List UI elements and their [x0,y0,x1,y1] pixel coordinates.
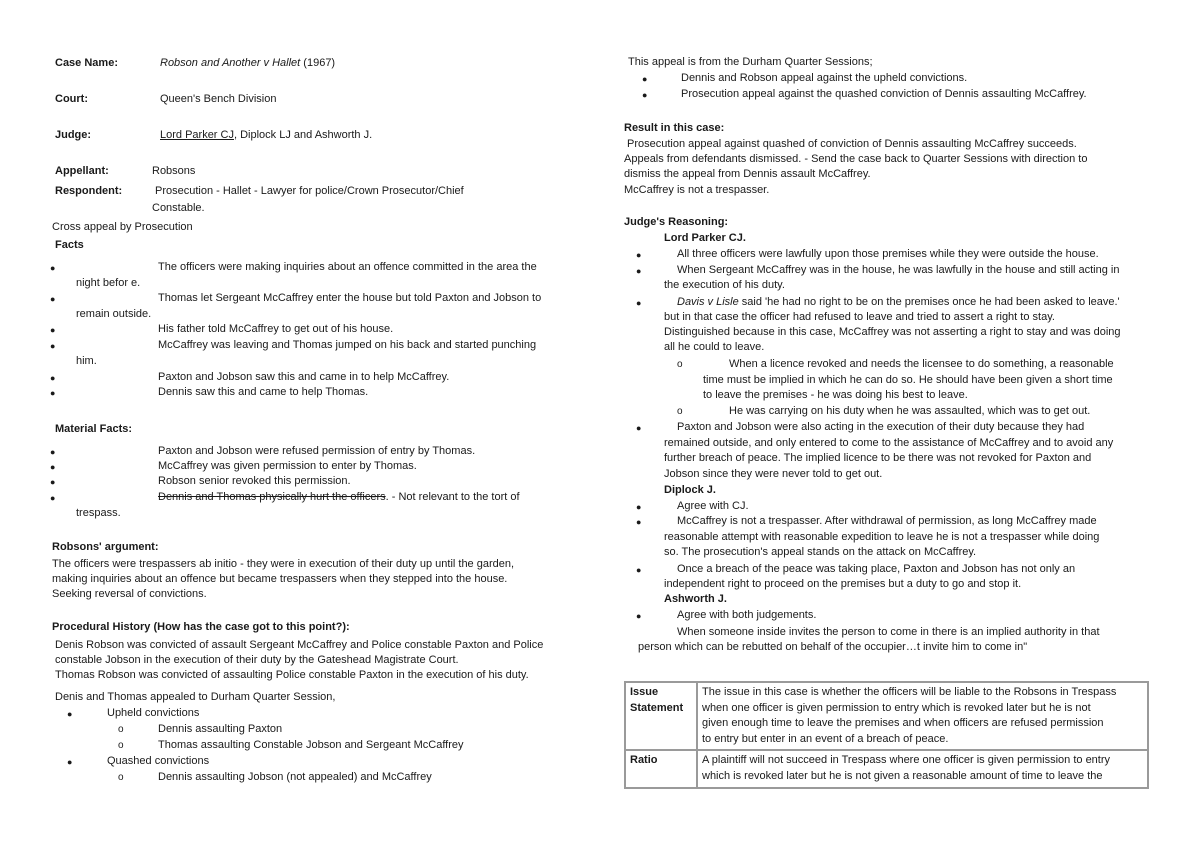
respondent-value-line1: Prosecution - Hallet - Lawyer for police/Crown Prosecutor/Chief [155,185,464,197]
material-fact-1: Paxton and Jobson were refused permission of entry by Thomas. [158,445,476,457]
parker-subpoint-1-line3: to leave the premises - he was doing his best to leave. [703,389,968,401]
fact-2-cont: remain outside. [76,308,152,320]
quashed-item-1: Dennis assaulting Jobson (not appealed) and McCaffrey [158,771,432,783]
bullet-icon: ● [636,611,642,621]
procedural-line-3: Thomas Robson was convicted of assaulting Police constable Paxton in the execution of his duty. [55,669,529,681]
parker-point-3 [677,295,1120,311]
reasoning-heading: Judge's Reasoning: [624,216,729,228]
bullet-icon: ● [636,502,642,512]
judge-label: Judge: [55,129,92,141]
appellant-value: Robsons [152,165,196,177]
parker-point-3-text: said 'he had no right to be on the premises once he had been asked to leave.' [738,296,1120,308]
ratio-line-1: A plaintiff will not succeed in Trespass where one officer is given permission to entry [702,754,1111,767]
bullet-icon: ● [636,298,642,308]
procedural-line-4: Denis and Thomas appealed to Durham Quarter Session, [55,691,336,703]
appellant-label: Appellant: [55,165,109,177]
parker-point-3-line4: all he could to leave. [664,341,765,353]
argument-heading: Robsons' argument: [52,541,159,553]
parker-point-1: All three officers were lawfully upon those premises while they were outside the house. [677,248,1099,260]
bullet-icon: ● [50,373,56,383]
bullet-icon: ● [50,294,56,304]
case-title: Robson and Another v Hallet [160,57,301,69]
bullet-icon: ● [50,325,56,335]
result-line-1: Prosecution appeal against quashed of conviction of Dennis assaulting McCaffrey succeeds. [627,138,1077,150]
diplock-point-3-line2: independent right to proceed on the premises but a duty to go and stop it. [664,578,1022,590]
table-row [625,682,1148,750]
facts-heading: Facts [55,239,84,251]
parker-point-4-line3: further breach of peace. The implied licence to be there was not revoked for Paxton and [664,452,1092,464]
fact-3: His father told McCaffrey to get out of his house. [158,323,394,335]
table-row [625,750,1148,787]
ratio-line-2: which is revoked later but he is not given a reasonable amount of time to leave the [702,769,1103,782]
circle-bullet-icon: o [677,359,683,370]
parker-subpoint-1-line2: time must be implied in which he can do so. He should have been given a short time [703,374,1113,386]
circle-bullet-icon: o [118,740,124,751]
circle-bullet-icon: o [677,406,683,417]
argument-line-3: Seeking reversal of convictions. [52,588,207,600]
cross-appeal-note: Cross appeal by Prosecution [52,221,193,233]
bullet-icon: ● [636,517,642,527]
appeal-item-1: Dennis and Robson appeal against the upheld convictions. [681,72,968,84]
ratio-label: Ratio [630,754,658,767]
material-fact-4 [158,490,520,506]
result-line-2: Appeals from defendants dismissed. - Send the case back to Quarter Sessions with direction to [624,153,1088,165]
parker-heading: Lord Parker CJ. [664,232,746,244]
bullet-icon: ● [50,493,56,503]
bullet-icon: ● [50,341,56,351]
result-heading: Result in this case: [624,122,725,134]
issue-label-1: Issue [630,686,659,698]
issue-line-2: when one officer is given permission to entry which is revoked later but he is not [702,701,1091,714]
issue-line-3: given enough time to leave the premises and when officers are refused permission [702,717,1104,730]
parker-point-4-line2: remained outside, and only entered to come to the assistance of McCaffrey and to avoid any [664,437,1114,449]
fact-6: Dennis saw this and came to help Thomas. [158,386,369,398]
material-fact-2: McCaffrey was given permission to enter by Thomas. [158,460,417,472]
bullet-icon: ● [636,266,642,276]
ratio-text-cell [697,750,1148,787]
parker-point-4: Paxton and Jobson were also acting in the execution of their duty because they had [677,421,1085,433]
diplock-point-2-line2: reasonable attempt with reasonable expedition to leave he is not a trespasser while doing [664,531,1100,543]
diplock-point-3: Once a breach of the peace was taking place, Paxton and Jobson has not only an [677,563,1076,575]
argument-line-1: The officers were trespassers ab initio - they were in execution of their duty up until the garden, [52,558,515,570]
case-name-value [160,56,335,72]
case-citation: Davis v Lisle [677,296,739,308]
case-year: (1967) [303,57,336,69]
material-fact-4-cont: trespass. [76,507,121,519]
appeal-intro: This appeal is from the Durham Quarter Sessions; [628,56,873,68]
bullet-icon: ● [642,90,648,100]
bullet-icon: ● [50,388,56,398]
circle-bullet-icon: o [118,724,124,735]
bullet-icon: ● [50,462,56,472]
fact-2: Thomas let Sergeant McCaffrey enter the house but told Paxton and Jobson to [158,292,542,304]
appeal-item-2: Prosecution appeal against the quashed conviction of Dennis assaulting McCaffrey. [681,88,1087,100]
material-fact-4-note: . - Not relevant to the tort of [385,491,520,503]
bullet-icon: ● [67,757,73,767]
issue-label-cell [625,682,697,750]
parker-subpoint-2: He was carrying on his duty when he was assaulted, which was to get out. [729,405,1091,417]
bullet-icon: ● [636,423,642,433]
parker-point-3-line2: but in that case the officer had refused to leave and tried to assert a right to stay. [664,311,1055,323]
procedural-heading: Procedural History (How has the case got to this point?): [52,621,350,633]
issue-line-1: The issue in this case is whether the officers will be liable to the Robsons in Trespass [702,686,1117,698]
diplock-point-2: McCaffrey is not a trespasser. After withdrawal of permission, as long McCaffrey made [677,515,1097,527]
issue-label-2: Statement [630,701,684,714]
bullet-icon: ● [50,477,56,487]
court-label: Court: [55,93,88,105]
issue-line-4: to entry but enter in an event of a breach of peace. [702,732,949,745]
bullet-icon: ● [50,447,56,457]
ratio-label-cell [625,750,697,787]
parker-point-2: When Sergeant McCaffrey was in the house, he was lawfully in the house and still acting in [677,264,1120,276]
parker-point-2-cont: the execution of his duty. [664,279,785,291]
diplock-point-1: Agree with CJ. [677,500,749,512]
parker-point-4-line4: Jobson since they were never told to get out. [664,468,883,480]
procedural-line-1: Denis Robson was convicted of assault Sergeant McCaffrey and Police constable Paxton and Police [55,639,544,651]
judge-link[interactable]: Lord Parker CJ [160,129,234,141]
respondent-value-line2: Constable. [152,202,205,214]
case-summary-table [624,681,1149,789]
fact-5: Paxton and Jobson saw this and came in to help McCaffrey. [158,371,450,383]
ashworth-point-1: Agree with both judgements. [677,609,817,621]
bullet-icon: ● [642,74,648,84]
result-line-4: McCaffrey is not a trespasser. [624,184,770,196]
circle-bullet-icon: o [118,772,124,783]
result-line-3: dismiss the appeal from Dennis assault McCaffrey. [624,168,871,180]
bullet-icon: ● [67,709,73,719]
parker-subpoint-1: When a licence revoked and needs the licensee to do something, a reasonable [729,358,1114,370]
diplock-heading: Diplock J. [664,484,716,496]
upheld-item-1: Dennis assaulting Paxton [158,723,283,735]
respondent-label: Respondent: [55,185,123,197]
parker-point-3-line3: Distinguished because in this case, McCaffrey was not asserting a right to stay and was doing [664,326,1121,338]
judge-rest: , Diplock LJ and Ashworth J. [233,129,373,141]
material-facts-heading: Material Facts: [55,423,133,435]
bullet-icon: ● [50,263,56,273]
fact-1-cont: night befor e. [76,277,141,289]
case-name-label: Case Name: [55,57,118,69]
judge-value [160,128,372,144]
bullet-icon: ● [636,565,642,575]
fact-4: McCaffrey was leaving and Thomas jumped on his back and started punching [158,339,537,351]
issue-text-cell [697,682,1148,750]
ashworth-heading: Ashworth J. [664,593,727,605]
material-fact-3: Robson senior revoked this permission. [158,475,351,487]
bullet-icon: ● [636,250,642,260]
fact-1: The officers were making inquiries about an offence committed in the area the [158,261,537,273]
upheld-item-2: Thomas assaulting Constable Jobson and Sergeant McCaffrey [158,739,464,751]
ashworth-point-2-line2: person which can be rebutted on behalf of the occupier…t invite him to come in" [638,641,1028,653]
court-value: Queen's Bench Division [160,93,277,105]
fact-4-cont: him. [76,355,97,367]
procedural-line-2: constable Jobson in the execution of their duty by the Gateshead Magistrate Court. [55,654,459,666]
ashworth-point-2: When someone inside invites the person to come in there is an implied authority in that [677,626,1100,638]
struck-text: Dennis and Thomas physically hurt the officers [158,491,386,503]
upheld-convictions: Upheld convictions [107,707,200,719]
argument-line-2: making inquiries about an offence but became trespassers when they stepped into the house. [52,573,508,585]
quashed-convictions: Quashed convictions [107,755,210,767]
diplock-point-2-line3: so. The prosecution's appeal stands on the attack on McCaffrey. [664,546,977,558]
